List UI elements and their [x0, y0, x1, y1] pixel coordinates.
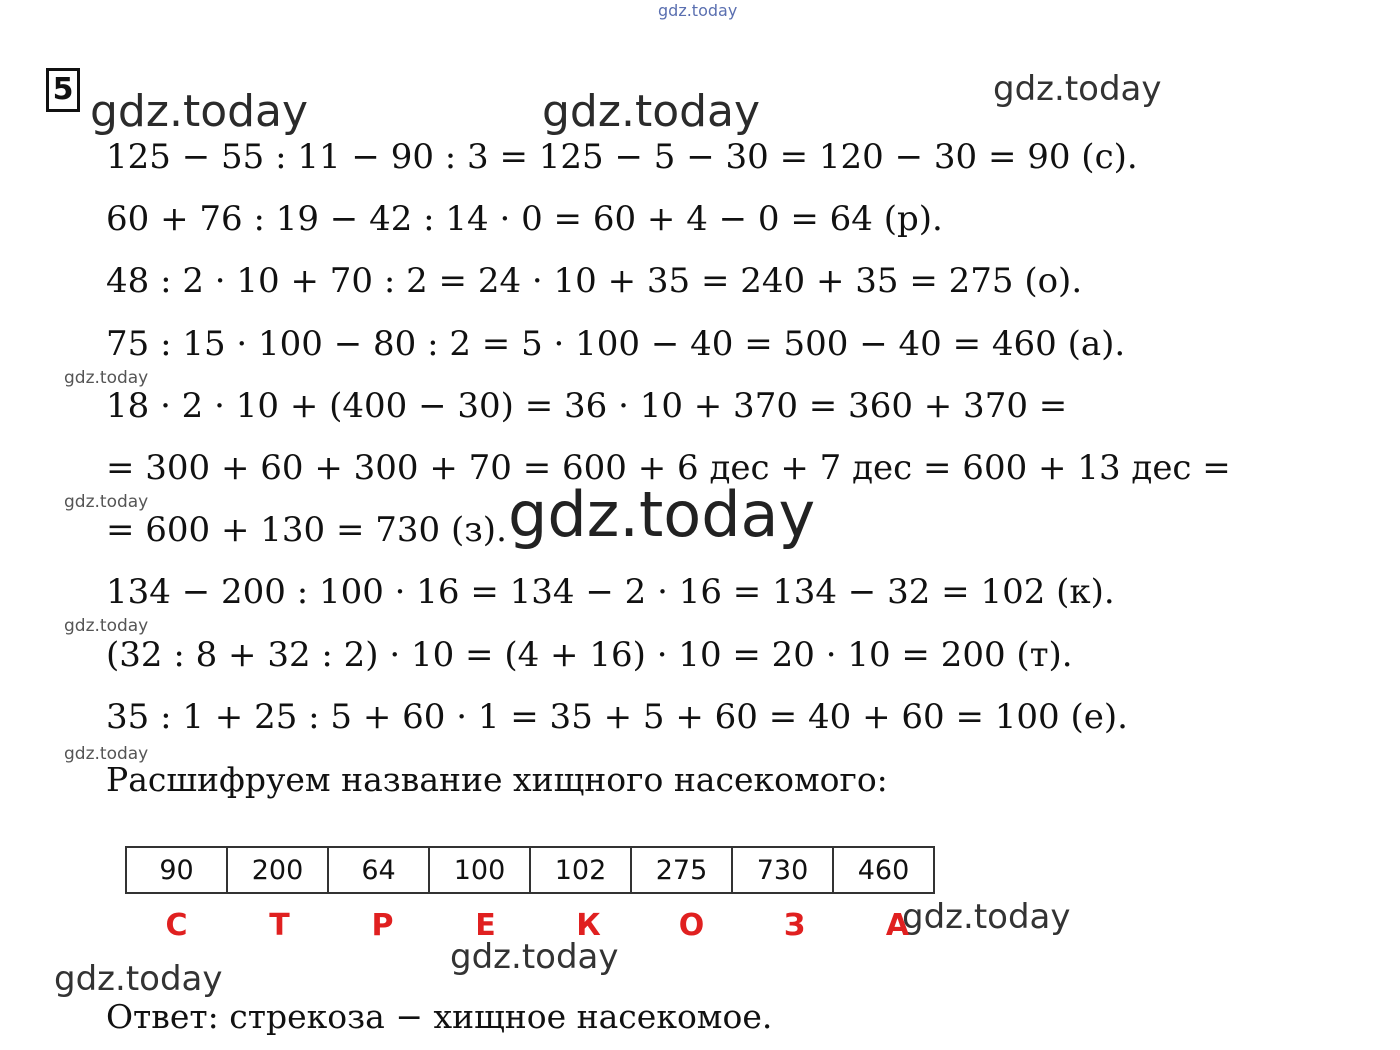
watermark: gdz.today [54, 959, 223, 999]
calculation-list [106, 132, 1231, 754]
calculation-line: = 300 + 60 + 300 + 70 = 600 + 6 дес + 7 дес = 600 + 13 дес = [106, 447, 1231, 488]
table-cell: 730 [732, 847, 833, 893]
watermark: gdz.today [64, 492, 149, 512]
calculation-line: 48 : 2 · 10 + 70 : 2 = 24 · 10 + 35 = 240 + 35 = 275 (о). [106, 261, 1083, 302]
table-cell: 275 [631, 847, 732, 893]
table-cell: 200 [227, 847, 328, 893]
table-cell: 64 [328, 847, 429, 893]
decoded-letter: Р [371, 908, 394, 943]
calculation-line: (32 : 8 + 32 : 2) · 10 = (4 + 16) · 10 = 20 · 10 = 200 (т). [106, 634, 1073, 675]
decoded-letter: З [783, 908, 806, 943]
table-cell: 90 [126, 847, 227, 893]
answer-text: Ответ: стрекоза − хищное насекомое. [106, 997, 773, 1036]
table-cell: 460 [833, 847, 934, 893]
decoded-letter: А [885, 908, 910, 943]
table-row [126, 847, 934, 893]
calculation-line: = 600 + 130 = 730 (з). [106, 510, 507, 551]
intro-text: Расшифруем название хищного насекомого: [106, 760, 888, 799]
watermark: gdz.today [64, 616, 149, 636]
calculation-line: 134 − 200 : 100 · 16 = 134 − 2 · 16 = 134 − 32 = 102 (к). [106, 572, 1115, 613]
watermark: gdz.today [450, 937, 619, 977]
watermark-center: gdz.today [508, 478, 816, 551]
watermark: gdz.today [64, 368, 149, 388]
calculation-line: 75 : 15 · 100 − 80 : 2 = 5 · 100 − 40 = 500 − 40 = 460 (а). [106, 323, 1126, 364]
decoded-letter: С [165, 908, 188, 943]
table-cell: 100 [429, 847, 530, 893]
watermark: gdz.today [90, 86, 309, 137]
task-number: 5 [46, 68, 80, 112]
decoded-letter: К [576, 908, 601, 943]
decoded-letters [125, 904, 949, 948]
watermark: gdz.today [542, 86, 761, 137]
decoded-letter: Е [475, 908, 496, 943]
watermark-top: gdz.today [658, 1, 738, 20]
decoded-letter: О [678, 908, 705, 943]
watermark: gdz.today [902, 897, 1071, 937]
calculation-line: 35 : 1 + 25 : 5 + 60 · 1 = 35 + 5 + 60 = 40 + 60 = 100 (е). [106, 696, 1128, 737]
calculation-line: 125 − 55 : 11 − 90 : 3 = 125 − 5 − 30 = 120 − 30 = 90 (с). [106, 137, 1138, 177]
code-table [125, 846, 935, 894]
decoded-letter: Т [269, 908, 290, 943]
watermark: gdz.today [64, 744, 149, 764]
watermark: gdz.today [993, 69, 1162, 109]
calculation-line: 60 + 76 : 19 − 42 : 14 · 0 = 60 + 4 − 0 = 64 (р). [106, 199, 943, 240]
calculation-line: 18 · 2 · 10 + (400 − 30) = 36 · 10 + 370 = 360 + 370 = [106, 385, 1068, 426]
table-cell: 102 [530, 847, 631, 893]
